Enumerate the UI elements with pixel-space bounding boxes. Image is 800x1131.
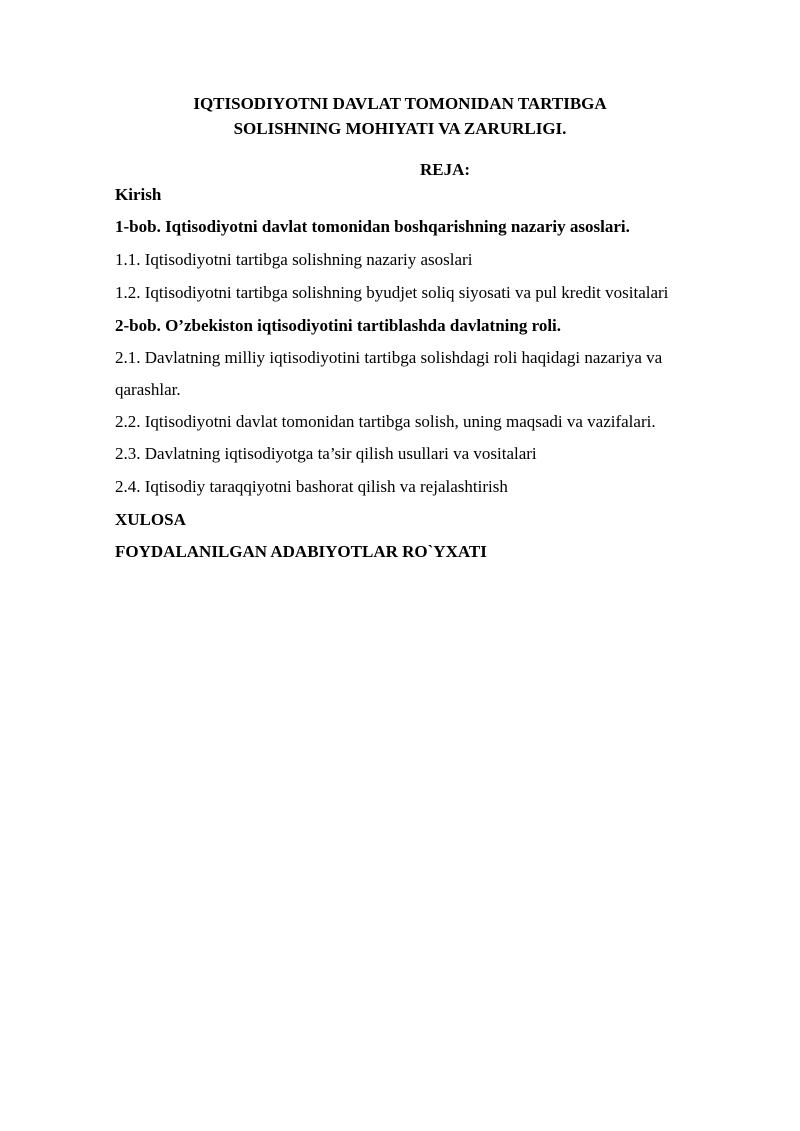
plan-item-1-1: 1.1. Iqtisodiyotni tartibga solishning nazariy asoslari (115, 250, 473, 269)
plan-item-1-2: 1.2. Iqtisodiyotni tartibga solishning byudjet soliq siyosati va pul kredit vositalari (115, 283, 669, 302)
plan-item-2-1: 2.1. Davlatning milliy iqtisodiyotini tartibga solishdagi roli haqidagi nazariya va (115, 348, 663, 367)
plan-item-references: FOYDALANILGAN ADABIYOTLAR RO`YXATI (115, 542, 487, 561)
plan-item-chapter-2: 2-bob. O’zbekiston iqtisodiyotini tartiblashda davlatning roli. (115, 316, 562, 335)
plan-item-2-4: 2.4. Iqtisodiy taraqqiyotni bashorat qilish va rejalashtirish (115, 477, 508, 496)
plan-item-2-3: 2.3. Davlatning iqtisodiyotga ta’sir qilish usullari va vositalari (115, 444, 537, 463)
document-title-line-2: SOLISHNING MOHIYATI VA ZARURLIGI. (233, 119, 567, 138)
plan-item-chapter-1: 1-bob. Iqtisodiyotni davlat tomonidan boshqarishning nazariy asoslari. (115, 217, 630, 236)
plan-item-conclusion: XULOSA (115, 510, 186, 529)
plan-item-introduction: Kirish (115, 185, 162, 204)
plan-item-2-1-continued: qarashlar. (115, 380, 181, 399)
plan-item-2-2: 2.2. Iqtisodiyotni davlat tomonidan tartibga solish, uning maqsadi va vazifalari. (115, 412, 656, 431)
document-title-line-1: IQTISODIYOTNI DAVLAT TOMONIDAN TARTIBGA (193, 94, 607, 113)
plan-heading: REJA: (420, 160, 471, 179)
